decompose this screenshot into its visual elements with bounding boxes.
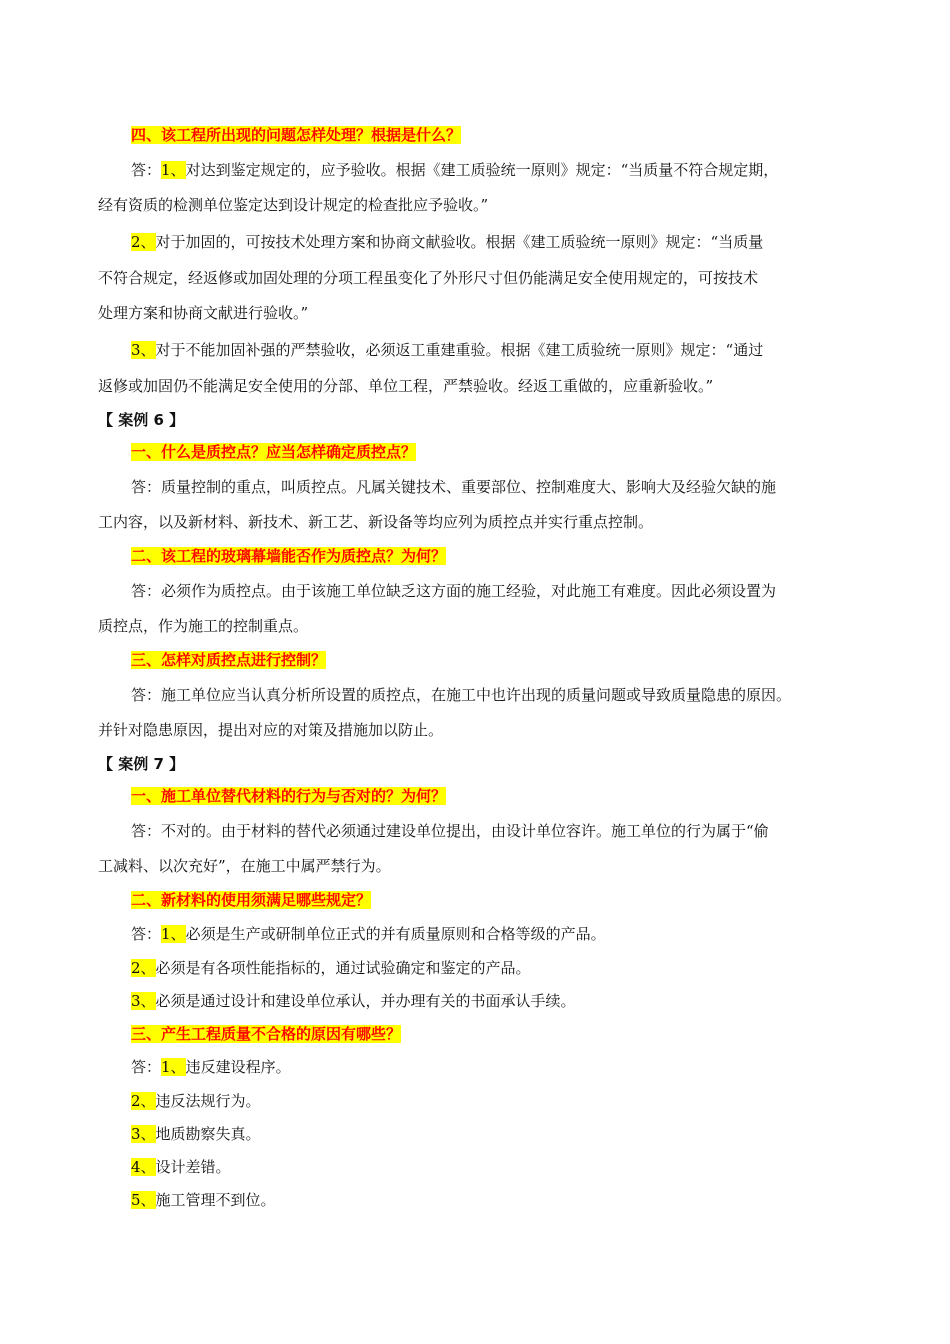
answer-line: 经有资质的检测单位鉴定达到设计规定的检查批应予验收。”: [98, 196, 489, 214]
question-heading: 二、新材料的使用须满足哪些规定？: [131, 891, 372, 909]
case-heading: 【 案例 7 】: [98, 755, 185, 773]
answer-line: 3、地质勘察失真。: [131, 1125, 261, 1143]
case-heading: 【 案例 6 】: [98, 411, 185, 429]
answer-line: 答：1、必须是生产或研制单位正式的并有质量原则和合格等级的产品。: [131, 925, 606, 943]
answer-line: 2、对于加固的，可按技术处理方案和协商文献验收。根据《建工质验统一原则》规定：“当质量: [131, 233, 764, 251]
answer-line: 3、对于不能加固补强的严禁验收，必须返工重建重验。根据《建工质验统一原则》规定：“通过: [131, 341, 764, 359]
answer-line: 5、施工管理不到位。: [131, 1191, 276, 1209]
answer-line: 返修或加固仍不能满足安全使用的分部、单位工程，严禁验收。经返工重做的，应重新验收。”: [98, 377, 714, 395]
answer-line: 答：必须作为质控点。由于该施工单位缺乏这方面的施工经验，对此施工有难度。因此必须设置为: [131, 582, 777, 600]
answer-line: 答：不对的。由于材料的替代必须通过建设单位提出，由设计单位容许。施工单位的行为属于“偷: [131, 822, 769, 840]
question-heading: 一、施工单位替代材料的行为与否对的？为何？: [131, 787, 447, 805]
answer-line: 答：1、对达到鉴定规定的，应予验收。根据《建工质验统一原则》规定：“当质量不符合规定期，: [131, 161, 779, 179]
answer-line: 答：质量控制的重点，叫质控点。凡属关键技术、重要部位、控制难度大、影响大及经验欠缺的施: [131, 478, 777, 496]
question-heading: 二、该工程的玻璃幕墙能否作为质控点？为何？: [131, 547, 447, 565]
answer-line: 质控点，作为施工的控制重点。: [98, 617, 309, 635]
answer-line: 工减料、以次充好”，在施工中属严禁行为。: [98, 857, 391, 875]
answer-line: 4、设计差错。: [131, 1158, 231, 1176]
answer-line: 2、必须是有各项性能指标的，通过试验确定和鉴定的产品。: [131, 959, 531, 977]
question-heading: 一、什么是质控点？应当怎样确定质控点？: [131, 443, 417, 461]
answer-line: 3、必须是通过设计和建设单位承认，并办理有关的书面承认手续。: [131, 992, 576, 1010]
answer-line: 2、违反法规行为。: [131, 1092, 261, 1110]
question-heading: 三、怎样对质控点进行控制？: [131, 651, 327, 669]
answer-line: 并针对隐患原因，提出对应的对策及措施加以防止。: [98, 721, 444, 739]
answer-line: 不符合规定，经返修或加固处理的分项工程虽变化了外形尺寸但仍能满足安全使用规定的，可按技术: [98, 269, 759, 287]
answer-line: 答：1、违反建设程序。: [131, 1058, 291, 1076]
answer-line: 工内容，以及新材料、新技术、新工艺、新设备等均应列为质控点并实行重点控制。: [98, 513, 654, 531]
answer-line: 答：施工单位应当认真分析所设置的质控点，在施工中也许出现的质量问题或导致质量隐患的原因。: [131, 686, 792, 704]
question-heading: 四、该工程所出现的问题怎样处理？根据是什么？: [131, 126, 462, 144]
answer-line: 处理方案和协商文献进行验收。”: [98, 304, 309, 322]
question-heading: 三、产生工程质量不合格的原因有哪些？: [131, 1025, 402, 1043]
